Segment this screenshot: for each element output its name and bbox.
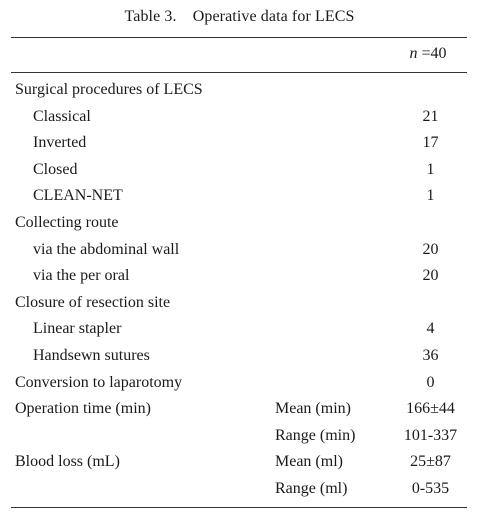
row-sublabel: via the abdominal wall	[33, 240, 180, 258]
sample-size-value: =40	[417, 45, 447, 62]
row-statistic: Mean (ml)	[275, 453, 343, 471]
table-row	[0, 161, 479, 187]
row-sublabel: Inverted	[33, 134, 87, 152]
row-statistic: Range (ml)	[275, 480, 348, 497]
sample-size-symbol: n	[409, 45, 418, 62]
row-sublabel: Handsewn sutures	[33, 347, 150, 364]
row-value: 21	[422, 107, 439, 125]
table-bottom-rule	[11, 507, 467, 508]
table-row	[0, 453, 479, 479]
table-row	[0, 267, 479, 293]
table-caption: Table 3. Operative data for LECS	[124, 8, 355, 25]
row-label: Closure of resection site	[15, 293, 171, 311]
row-sublabel: Linear stapler	[33, 320, 122, 338]
row-statistic: Mean (min)	[275, 400, 351, 418]
row-sublabel: CLEAN-NET	[33, 187, 123, 205]
row-sublabel: via the per oral	[33, 267, 130, 285]
table-top-rule	[11, 37, 467, 38]
row-value: 1	[426, 187, 435, 205]
row-label: Collecting route	[15, 214, 119, 231]
table-row	[0, 294, 479, 320]
table-row	[0, 108, 479, 134]
row-value: 20	[422, 267, 439, 285]
row-statistic: Range (min)	[275, 426, 356, 444]
row-value: 1	[426, 160, 435, 178]
table-row	[0, 214, 479, 240]
row-value: 17	[422, 134, 439, 152]
table-row	[0, 374, 479, 400]
table-row	[0, 480, 479, 506]
row-value: 4	[426, 320, 435, 338]
row-label: Surgical procedures of LECS	[15, 81, 203, 98]
row-value: 101-337	[403, 426, 458, 444]
row-value: 25±87	[410, 453, 451, 471]
table-row	[0, 347, 479, 373]
row-label: Operation time (min)	[15, 400, 151, 418]
table-row	[0, 187, 479, 213]
table-row	[0, 400, 479, 426]
row-sublabel: Classical	[33, 107, 91, 125]
row-sublabel: Closed	[33, 160, 78, 178]
table-row	[0, 320, 479, 346]
row-value: 0-535	[411, 480, 450, 497]
table-row	[0, 241, 479, 267]
table-row	[0, 134, 479, 160]
row-value: 20	[422, 240, 439, 258]
row-value: 36	[422, 347, 439, 364]
table-row	[0, 81, 479, 107]
sample-size-header	[388, 45, 468, 63]
row-label: Conversion to laparotomy	[15, 373, 183, 391]
row-value: 166±44	[406, 400, 455, 418]
row-label: Blood loss (mL)	[15, 453, 120, 471]
table-row	[0, 427, 479, 453]
row-value: 0	[426, 373, 435, 391]
table-header-rule	[11, 72, 467, 73]
